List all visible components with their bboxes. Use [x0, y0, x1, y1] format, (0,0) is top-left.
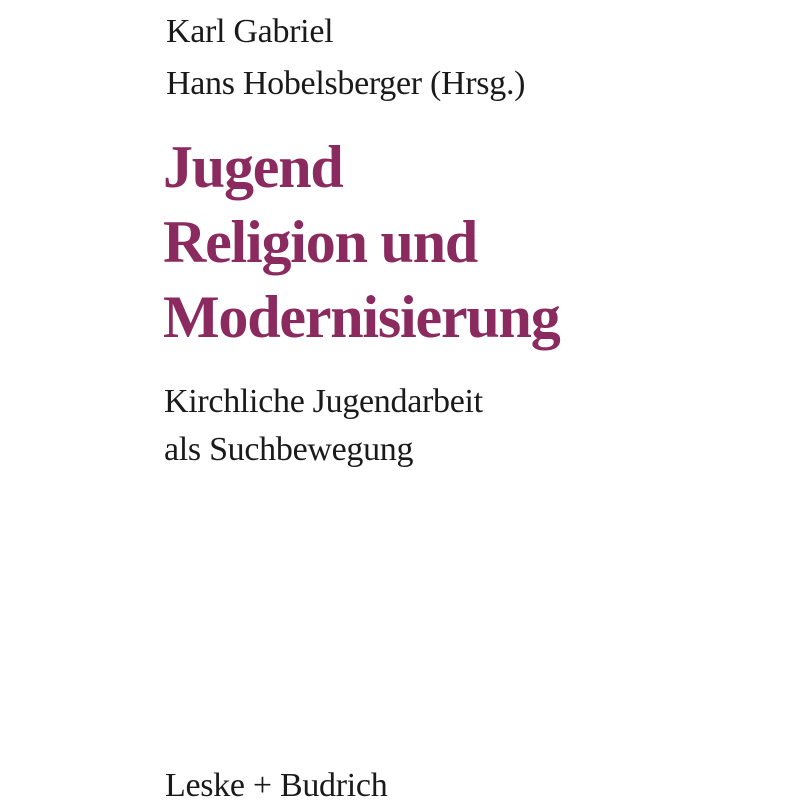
author-name: Hans Hobelsberger (Hrsg.)	[166, 65, 526, 102]
book-subtitle	[164, 378, 483, 474]
author-name: Karl Gabriel	[166, 13, 334, 50]
title-line: Jugend	[163, 134, 343, 200]
title-line: Modernisierung	[163, 284, 560, 350]
title-line: Religion und	[163, 209, 478, 275]
publisher-name: Leske + Budrich	[165, 767, 388, 804]
author-list	[166, 6, 525, 110]
subtitle-line: Kirchliche Jugendarbeit	[164, 383, 483, 420]
book-title	[163, 130, 560, 355]
subtitle-line: als Suchbewegung	[164, 431, 414, 468]
